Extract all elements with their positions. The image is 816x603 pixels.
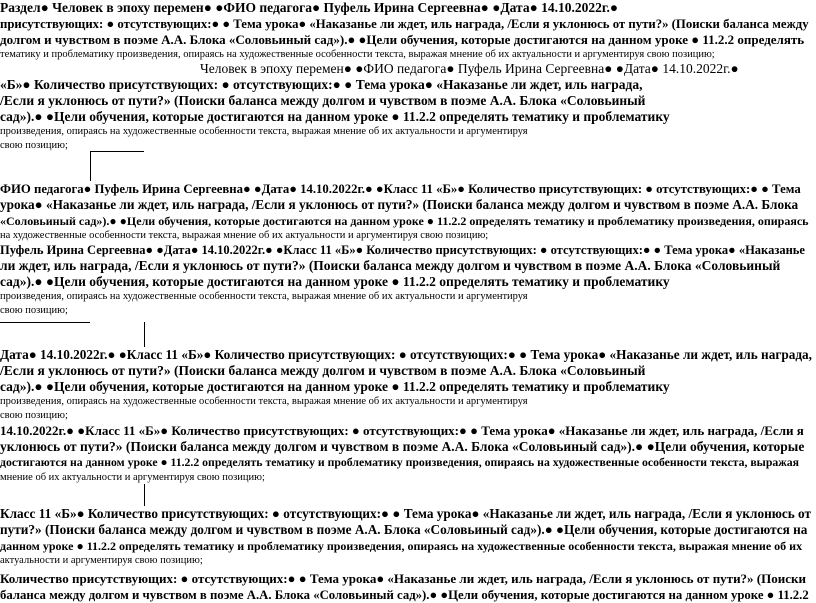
paragraph-1-line-4: тематику и проблематику произведения, опираясь на художественные особенности текста, выражая мнение об их актуальности и аргументируя свою позицию; — [0, 49, 715, 60]
paragraph-7 — [0, 506, 812, 568]
vertical-rule — [144, 322, 145, 347]
paragraph-1-line-2: присутствующих: ● отсутствующих:● ● Тема урока● «Наказанье ли ждет, иль награда, /Если я уклонюсь от пути?» (Поиски баланса между — [0, 17, 809, 31]
paragraph-7-line-1: Класс 11 «Б»● Количество присутствующих: ● отсутствующих:● ● Тема урока● «Наказанье ли ждет, иль награда, /Если я уклонюсь от — [0, 506, 811, 521]
paragraph-4-line-1: Пуфель Ирина Сергеевна● ●Дата● 14.10.2022г.● ●Класс 11 «Б»● Количество присутствующих: ● отсутствующих:● ● Тема урока● «Наказанье — [0, 243, 805, 257]
paragraph-2-line-3: /Если я уклонюсь от пути?» (Поиски баланса между долгом и чувством в поэме А.А. Блока «Соловьиный — [0, 93, 646, 108]
paragraph-4 — [0, 242, 812, 318]
paragraph-4-line-4: произведения, опираясь на художественные особенности текста, выражая мнение об их актуальности и аргументируя — [0, 291, 528, 302]
paragraph-5-line-4: произведения, опираясь на художественные особенности текста, выражая мнение об их актуальности и аргументируя — [0, 396, 528, 407]
paragraph-7-line-2: пути?» (Поиски баланса между долгом и чувством в поэме А.А. Блока «Соловьиный сад»).● ●Цели обучения, которые достигаются на — [0, 522, 808, 537]
paragraph-2-line-2: «Б»● Количество присутствующих: ● отсутствующих:● ● Тема урока● «Наказанье ли ждет, иль награда, — [0, 77, 643, 92]
paragraph-1-line-3: долгом и чувством в поэме А.А. Блока «Соловьиный сад»).● ●Цели обучения, которые достигаются на данном уроке ● 11.2.2 определять — [0, 32, 805, 47]
paragraph-7-line-4: актуальности и аргументируя свою позицию; — [0, 555, 203, 566]
paragraph-5-line-2: /Если я уклонюсь от пути?» (Поиски баланса между долгом и чувством в поэме А.А. Блока «Соловьиный — [0, 363, 646, 378]
paragraph-5-line-1: Дата● 14.10.2022г.● ●Класс 11 «Б»● Количество присутствующих: ● отсутствующих:● ● Тема урока● «Наказанье ли ждет, иль награда, — [0, 347, 812, 362]
paragraph-6-line-4: мнение об их актуальности и аргументируя свою позицию; — [0, 472, 265, 483]
paragraph-3-line-4: на художественные особенности текста, выражая мнение об их актуальности и аргументируя свою позицию; — [0, 230, 489, 241]
paragraph-2-line-1: Человек в эпоху перемен● ●ФИО педагога● Пуфель Ирина Сергеевна● ●Дата● 14.10.2022г.● — [200, 61, 739, 76]
paragraph-8-line-2: баланса между долгом и чувством в поэме А.А. Блока «Соловьиный сад»).● ●Цели обучения, которые достигаются на данном уроке ● 11.2.2 — [0, 588, 809, 602]
paragraph-8 — [0, 571, 812, 603]
paragraph-4-line-5: свою позицию; — [0, 305, 68, 316]
paragraph-2-line-5: произведения, опираясь на художественные особенности текста, выражая мнение об их актуальности и аргументируя — [0, 126, 528, 137]
horizontal-rule — [90, 151, 144, 152]
paragraph-1 — [0, 0, 812, 62]
paragraph-3-line-2: урока● «Наказанье ли ждет, иль награда, /Если я уклонюсь от пути?» (Поиски баланса между долгом и чувством в поэме А.А. Блока — [0, 197, 799, 212]
horizontal-rule — [0, 322, 90, 323]
paragraph-1-line-1: Раздел● Человек в эпоху перемен● ●ФИО педагога● Пуфель Ирина Сергеевна● ●Дата● 14.10.2022г.● — [0, 0, 619, 15]
paragraph-5-line-5: свою позицию; — [0, 410, 68, 421]
paragraph-6-line-1: 14.10.2022г.● ●Класс 11 «Б»● Количество присутствующих: ● отсутствующих:● ● Тема урока● «Наказанье ли ждет, иль награда, /Если я — [0, 423, 804, 438]
paragraph-3-line-1: ФИО педагога● Пуфель Ирина Сергеевна● ●Дата● 14.10.2022г.● ●Класс 11 «Б»● Количество присутствующих: ● отсутствующих:● ● Тема — [0, 182, 801, 196]
paragraph-6-line-3: достигаются на данном уроке ● 11.2.2 определять тематику и проблематику произведения, опираясь на художественные особенности текста, выражая — [0, 456, 800, 469]
paragraph-8-line-1: Количество присутствующих: ● отсутствующих:● ● Тема урока● «Наказанье ли ждет, иль награда, /Если я уклонюсь от пути?» (Поиски — [0, 571, 806, 586]
paragraph-7-line-3: данном уроке ● 11.2.2 определять тематику и проблематику произведения, опираясь на художественные особенности текста, выражая мнение об их — [0, 539, 803, 553]
paragraph-3 — [0, 181, 812, 243]
paragraph-2 — [0, 61, 812, 153]
paragraph-5 — [0, 347, 812, 423]
paragraph-6-line-2: уклонюсь от пути?» (Поиски баланса между долгом и чувством в поэме А.А. Блока «Соловьиный сад»).● ●Цели обучения, которые — [0, 439, 805, 454]
paragraph-2-line-6: свою позицию; — [0, 140, 68, 151]
paragraph-5-line-3: сад»).● ●Цели обучения, которые достигаются на данном уроке ● 11.2.2 определять тематику и проблематику — [0, 379, 670, 394]
paragraph-2-line-4: сад»).● ●Цели обучения, которые достигаются на данном уроке ● 11.2.2 определять тематику и проблематику — [0, 109, 670, 124]
vertical-rule — [90, 151, 91, 181]
paragraph-4-line-3: сад»).● ●Цели обучения, которые достигаются на данном уроке ● 11.2.2 определять тематику и проблематику — [0, 274, 670, 289]
paragraph-3-line-3: «Соловьиный сад»).● ●Цели обучения, которые достигаются на данном уроке ● 11.2.2 определять тематику и проблематику произведения, опираясь — [0, 214, 809, 228]
paragraph-4-line-2: ли ждет, иль награда, /Если я уклонюсь от пути?» (Поиски баланса между долгом и чувством в поэме А.А. Блока «Соловьиный — [0, 258, 781, 273]
vertical-rule — [144, 484, 145, 506]
paragraph-6 — [0, 423, 812, 485]
